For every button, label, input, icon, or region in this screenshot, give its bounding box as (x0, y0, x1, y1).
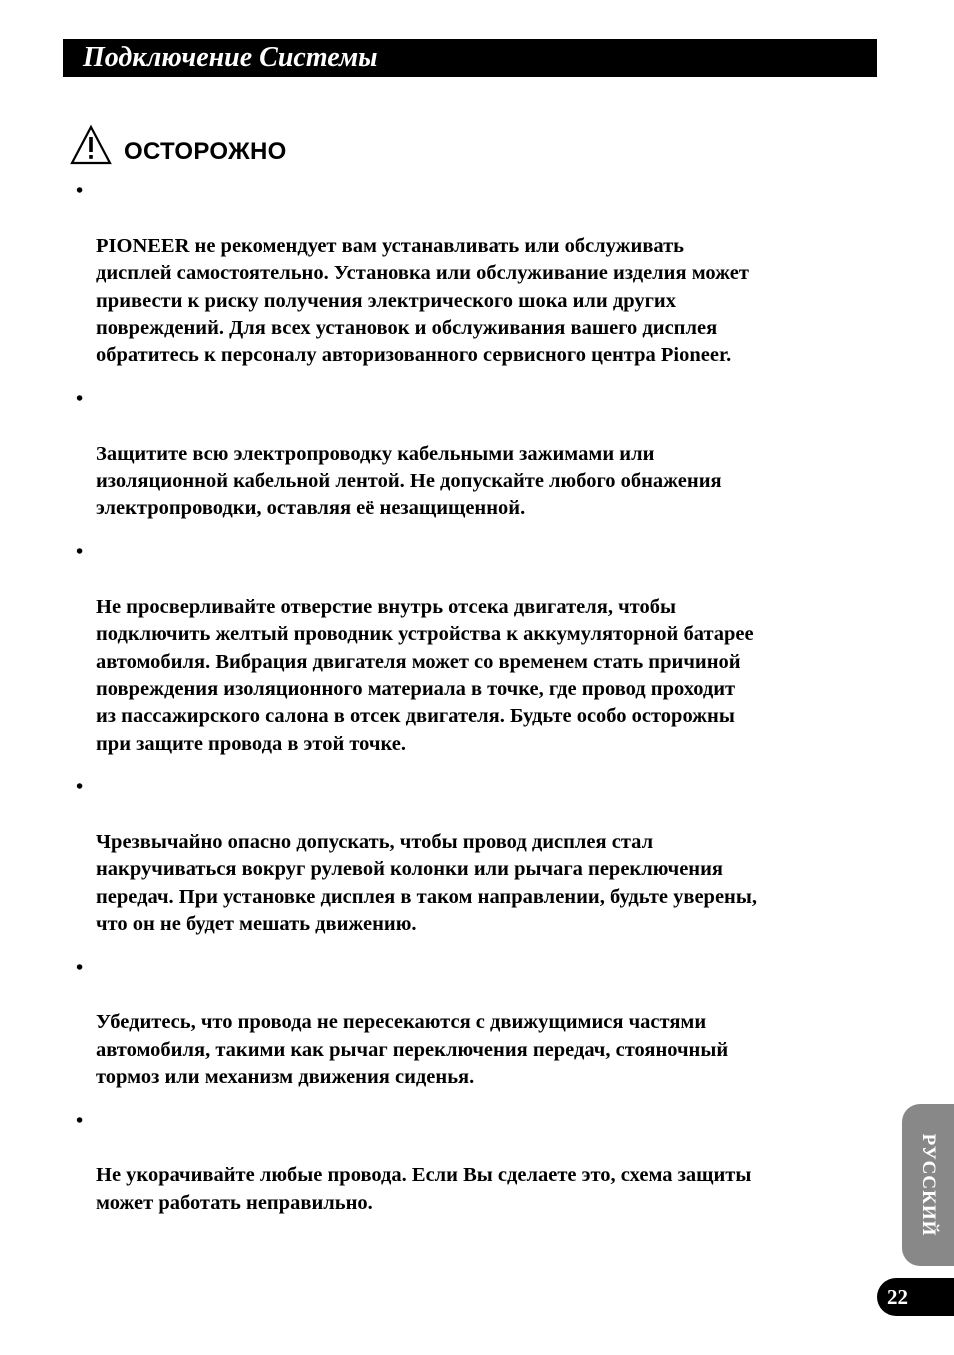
list-item (76, 955, 856, 1092)
list-item (76, 774, 856, 938)
list-item (76, 539, 856, 758)
language-side-tab (902, 1104, 954, 1266)
list-item-text: Убедитесь, что провода не пересекаются с движущимися частями автомобиля, такими как рычаг переключения передач, стояночный тормоз или механизм движения сиденья. (96, 1011, 729, 1089)
list-item-text: Не просверливайте отверстие внутрь отсека двигателя, чтобы подключить желтый проводник устройства к аккумуляторной батарее автомобиля. Вибрация двигателя может со временем стать причиной повреждения изоляционного материала в точке, где провод проходит из пассажирского салона в отсек двигателя. Будьте особо осторожны при защите провода в этой точке. (96, 595, 754, 755)
bullet-icon: • (76, 540, 84, 563)
caution-heading (70, 122, 287, 166)
warning-triangle-icon (70, 124, 112, 166)
bullet-icon: • (76, 956, 84, 979)
bullet-icon: • (76, 1109, 84, 1132)
bullet-icon: • (76, 180, 84, 202)
caution-list (76, 178, 856, 1233)
list-item (76, 386, 856, 523)
list-item (76, 1108, 856, 1218)
section-title: Подключение Системы (83, 42, 378, 73)
language-label: РУССКИЙ (918, 1133, 939, 1237)
list-item-text: Не укорачивайте любые провода. Если Вы сделаете это, схема защиты может работать неправильно. (96, 1164, 752, 1214)
list-item-text: Защитите всю электропроводку кабельными зажимами или изоляционной кабельной лентой. Не допускайте любого обнажения электропроводки, оставляя её незащищенной. (96, 442, 722, 520)
list-item-text: PIONEER не рекомендует вам устанавливать или обслуживать дисплей самостоятельно. Установка или обслуживание изделия может привести к риску получения электрического шока или других повреждений. Для всех установок и обслуживания вашего дисплея обратитесь к персоналу авторизованного сервисного центра Pioneer. (96, 234, 749, 367)
bullet-icon: • (76, 776, 84, 799)
list-item (76, 178, 856, 370)
page-number: 22 (887, 1285, 908, 1309)
page-number-tab (877, 1278, 954, 1316)
caution-label: ОСТОРОЖНО (124, 138, 287, 165)
bullet-icon: • (76, 387, 84, 410)
list-item-text: Чрезвычайно опасно допускать, чтобы провод дисплея стал накручиваться вокруг рулевой колонки или рычага переключения передач. При установке дисплея в таком направлении, будьте уверены, что он не будет мешать движению. (96, 830, 757, 936)
section-header-bar (63, 39, 877, 77)
